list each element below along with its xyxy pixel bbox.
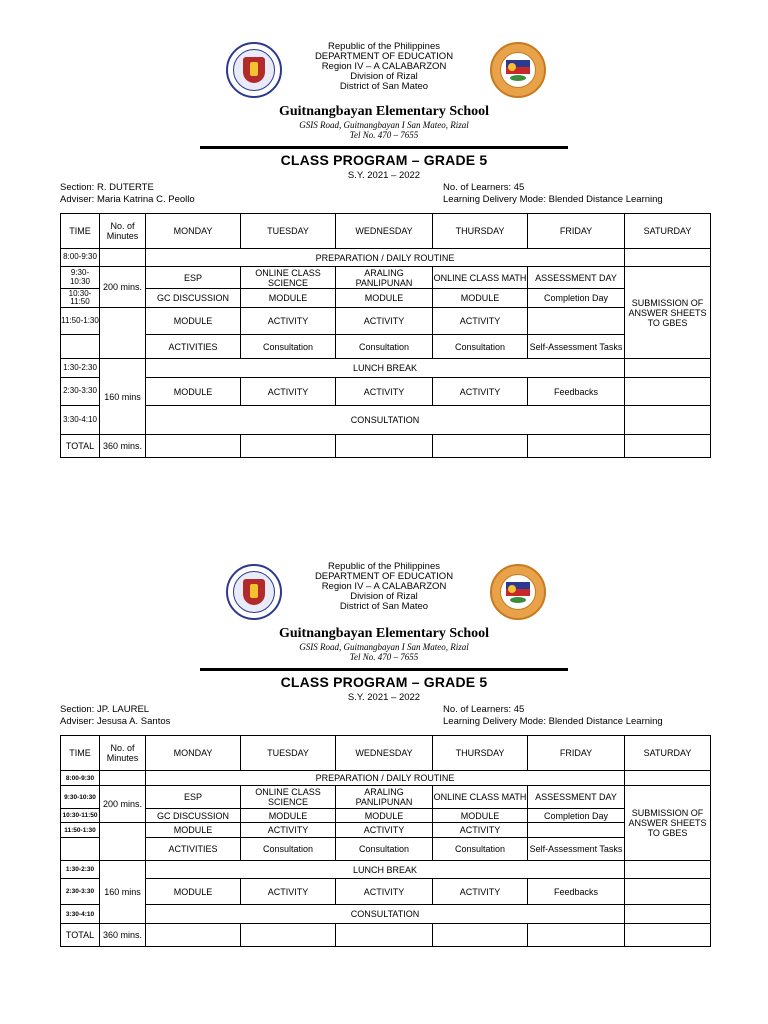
header-cell: MONDAY bbox=[146, 736, 241, 771]
adviser-label: Adviser: Maria Katrina C. Peollo bbox=[60, 194, 195, 205]
cell: ACTIVITY bbox=[241, 308, 336, 335]
district-line: District of San Mateo bbox=[339, 81, 429, 92]
header-cell: SATURDAY bbox=[625, 214, 711, 249]
page-title: CLASS PROGRAM – GRADE 5 bbox=[280, 674, 488, 690]
minutes-cell: 160 mins bbox=[100, 861, 146, 924]
time-cell: 11:50-1:30 bbox=[61, 823, 100, 838]
time-cell bbox=[61, 335, 100, 359]
table-row bbox=[61, 905, 711, 924]
table-row bbox=[61, 359, 711, 378]
cell bbox=[528, 435, 625, 458]
header-cell: MONDAY bbox=[146, 214, 241, 249]
minutes-cell: 160 mins bbox=[100, 359, 146, 435]
time-cell bbox=[61, 838, 100, 861]
section-label: Section: JP. LAUREL bbox=[60, 704, 150, 715]
cell: ONLINE CLASS SCIENCE bbox=[241, 786, 336, 809]
cell: Self-Assessment Tasks bbox=[528, 838, 625, 861]
table-row bbox=[61, 879, 711, 905]
header-cell: THURSDAY bbox=[433, 214, 528, 249]
time-cell: 9:30-10:30 bbox=[61, 267, 100, 289]
schedule-table bbox=[60, 213, 711, 458]
cell: GC DISCUSSION bbox=[146, 809, 241, 823]
school-address: GSIS Road, Guitnangbayan I San Mateo, Rizal bbox=[299, 120, 469, 130]
cell: MODULE bbox=[336, 809, 433, 823]
cell bbox=[241, 924, 336, 947]
minutes-cell: 200 mins. bbox=[100, 267, 146, 308]
page-title: CLASS PROGRAM – GRADE 5 bbox=[280, 152, 488, 168]
cell: Completion Day bbox=[528, 809, 625, 823]
table-row bbox=[61, 786, 711, 809]
adviser-label: Adviser: Jesusa A. Santos bbox=[60, 716, 171, 727]
cell: ACTIVITY bbox=[433, 378, 528, 406]
time-cell: 11:50-1:30 bbox=[61, 308, 100, 335]
cell bbox=[336, 435, 433, 458]
header-cell: No. of Minutes bbox=[100, 736, 146, 771]
time-cell: 8:00-9:30 bbox=[61, 249, 100, 267]
cell: MODULE bbox=[146, 308, 241, 335]
learners-label: No. of Learners: 45 bbox=[443, 704, 525, 715]
header-cell: TUESDAY bbox=[241, 214, 336, 249]
minutes-cell bbox=[100, 823, 146, 861]
cell bbox=[336, 924, 433, 947]
cell: ACTIVITY bbox=[336, 823, 433, 838]
school-name: Guitnangbayan Elementary School bbox=[278, 626, 490, 641]
header-cell: FRIDAY bbox=[528, 214, 625, 249]
cell: ONLINE CLASS MATH bbox=[433, 786, 528, 809]
cell: Consultation bbox=[241, 838, 336, 861]
total-minutes: 360 mins. bbox=[100, 924, 146, 947]
republic-line: Republic of the Philippines bbox=[328, 561, 440, 572]
cell: Self-Assessment Tasks bbox=[528, 335, 625, 359]
cell: Feedbacks bbox=[528, 879, 625, 905]
school-tel: Tel No. 470 – 7655 bbox=[349, 652, 419, 662]
table-row bbox=[61, 289, 711, 308]
saturday-cell bbox=[625, 378, 711, 406]
time-cell: 10:30-11:50 bbox=[61, 289, 100, 308]
cell: MODULE bbox=[433, 809, 528, 823]
republic-line: Republic of the Philippines bbox=[328, 41, 440, 52]
district-line: District of San Mateo bbox=[339, 601, 429, 612]
time-cell: 2:30-3:30 bbox=[61, 879, 100, 905]
cell: ONLINE CLASS SCIENCE bbox=[241, 267, 336, 289]
cell: ONLINE CLASS MATH bbox=[433, 267, 528, 289]
cell bbox=[528, 308, 625, 335]
cell: ACTIVITY bbox=[336, 378, 433, 406]
saturday-cell bbox=[625, 249, 711, 267]
cell: ACTIVITY bbox=[433, 823, 528, 838]
school-name: Guitnangbayan Elementary School bbox=[278, 104, 490, 119]
delivery-mode-label: Learning Delivery Mode: Blended Distance Learning bbox=[443, 716, 663, 727]
cell bbox=[528, 924, 625, 947]
schedule-table bbox=[60, 735, 711, 947]
time-cell: 3:30-4:10 bbox=[61, 905, 100, 924]
table-row bbox=[61, 267, 711, 289]
table-row bbox=[61, 823, 711, 838]
header-cell: TIME bbox=[61, 214, 100, 249]
cell bbox=[528, 823, 625, 838]
cell bbox=[625, 435, 711, 458]
cell: MODULE bbox=[146, 823, 241, 838]
cell: Consultation bbox=[336, 335, 433, 359]
cell: ACTIVITIES bbox=[146, 838, 241, 861]
time-cell: 1:30-2:30 bbox=[61, 861, 100, 879]
cell: ACTIVITY bbox=[336, 879, 433, 905]
cell: MODULE bbox=[146, 378, 241, 406]
lunch-cell: LUNCH BREAK bbox=[146, 861, 625, 879]
cell: MODULE bbox=[146, 879, 241, 905]
table-row bbox=[61, 406, 711, 435]
divider bbox=[200, 668, 568, 671]
time-cell: 9:30-10:30 bbox=[61, 786, 100, 809]
cell: ACTIVITY bbox=[336, 308, 433, 335]
total-label: TOTAL bbox=[61, 435, 100, 458]
minutes-cell: 200 mins. bbox=[100, 786, 146, 823]
table-row bbox=[61, 378, 711, 406]
saturday-cell bbox=[625, 861, 711, 879]
time-cell: 3:30-4:10 bbox=[61, 406, 100, 435]
total-label: TOTAL bbox=[61, 924, 100, 947]
cell: ARALING PANLIPUNAN bbox=[336, 267, 433, 289]
saturday-cell bbox=[625, 905, 711, 924]
minutes-cell bbox=[100, 249, 146, 267]
table-row bbox=[61, 335, 711, 359]
cell: ACTIVITY bbox=[433, 879, 528, 905]
saturday-cell bbox=[625, 359, 711, 378]
school-year: S.Y. 2021 – 2022 bbox=[347, 170, 421, 181]
cell: ACTIVITY bbox=[241, 823, 336, 838]
cell: Consultation bbox=[336, 838, 433, 861]
divider bbox=[200, 146, 568, 149]
cell: ACTIVITY bbox=[241, 879, 336, 905]
cell: ACTIVITY bbox=[241, 378, 336, 406]
header-cell: TUESDAY bbox=[241, 736, 336, 771]
saturday-cell bbox=[625, 879, 711, 905]
table-row bbox=[61, 249, 711, 267]
cell bbox=[433, 435, 528, 458]
table-total-row bbox=[61, 435, 711, 458]
cell: Consultation bbox=[241, 335, 336, 359]
saturday-submission: SUBMISSION OF ANSWER SHEETS TO GBES bbox=[625, 267, 711, 359]
minutes-cell bbox=[100, 771, 146, 786]
cell bbox=[241, 435, 336, 458]
saturday-cell bbox=[625, 771, 711, 786]
table-row bbox=[61, 861, 711, 879]
cell: ASSESSMENT DAY bbox=[528, 267, 625, 289]
time-cell: 10:30-11:50 bbox=[61, 809, 100, 823]
cell: Feedbacks bbox=[528, 378, 625, 406]
time-cell: 8:00-9:30 bbox=[61, 771, 100, 786]
cell: ARALING PANLIPUNAN bbox=[336, 786, 433, 809]
table-row bbox=[61, 771, 711, 786]
table-total-row bbox=[61, 924, 711, 947]
prep-cell: PREPARATION / DAILY ROUTINE bbox=[146, 771, 625, 786]
header-cell: SATURDAY bbox=[625, 736, 711, 771]
region-line: Region IV – A CALABARZON bbox=[321, 581, 447, 592]
consultation-cell: CONSULTATION bbox=[146, 905, 625, 924]
table-row bbox=[61, 308, 711, 335]
cell: MODULE bbox=[336, 289, 433, 308]
table-header-row bbox=[61, 214, 711, 249]
section-label: Section: R. DUTERTE bbox=[60, 182, 154, 193]
cell: MODULE bbox=[241, 809, 336, 823]
cell: GC DISCUSSION bbox=[146, 289, 241, 308]
cell: MODULE bbox=[433, 289, 528, 308]
region-line: Region IV – A CALABARZON bbox=[321, 61, 447, 72]
school-address: GSIS Road, Guitnangbayan I San Mateo, Rizal bbox=[299, 642, 469, 652]
table-row bbox=[61, 838, 711, 861]
time-cell: 1:30-2:30 bbox=[61, 359, 100, 378]
header-cell: WEDNESDAY bbox=[336, 214, 433, 249]
cell: Consultation bbox=[433, 335, 528, 359]
department-line: DEPARTMENT OF EDUCATION bbox=[314, 571, 454, 582]
cell: Consultation bbox=[433, 838, 528, 861]
header-cell: No. of Minutes bbox=[100, 214, 146, 249]
cell: ESP bbox=[146, 786, 241, 809]
cell: ASSESSMENT DAY bbox=[528, 786, 625, 809]
school-tel: Tel No. 470 – 7655 bbox=[349, 130, 419, 140]
cell: MODULE bbox=[241, 289, 336, 308]
saturday-cell bbox=[625, 406, 711, 435]
time-cell: 2:30-3:30 bbox=[61, 378, 100, 406]
cell: ACTIVITIES bbox=[146, 335, 241, 359]
lunch-cell: LUNCH BREAK bbox=[146, 359, 625, 378]
cell: ACTIVITY bbox=[433, 308, 528, 335]
cell bbox=[433, 924, 528, 947]
department-line: DEPARTMENT OF EDUCATION bbox=[314, 51, 454, 62]
delivery-mode-label: Learning Delivery Mode: Blended Distance Learning bbox=[443, 194, 663, 205]
total-minutes: 360 mins. bbox=[100, 435, 146, 458]
header-cell: FRIDAY bbox=[528, 736, 625, 771]
division-line: Division of Rizal bbox=[350, 591, 418, 602]
cell bbox=[146, 435, 241, 458]
learners-label: No. of Learners: 45 bbox=[443, 182, 525, 193]
cell bbox=[146, 924, 241, 947]
header-cell: TIME bbox=[61, 736, 100, 771]
cell: Completion Day bbox=[528, 289, 625, 308]
saturday-submission: SUBMISSION OF ANSWER SHEETS TO GBES bbox=[625, 786, 711, 861]
prep-cell: PREPARATION / DAILY ROUTINE bbox=[146, 249, 625, 267]
header-cell: THURSDAY bbox=[433, 736, 528, 771]
division-line: Division of Rizal bbox=[350, 71, 418, 82]
table-header-row bbox=[61, 736, 711, 771]
cell bbox=[625, 924, 711, 947]
header-cell: WEDNESDAY bbox=[336, 736, 433, 771]
consultation-cell: CONSULTATION bbox=[146, 406, 625, 435]
cell: ESP bbox=[146, 267, 241, 289]
minutes-cell bbox=[100, 308, 146, 359]
table-row bbox=[61, 809, 711, 823]
school-year: S.Y. 2021 – 2022 bbox=[347, 692, 421, 703]
